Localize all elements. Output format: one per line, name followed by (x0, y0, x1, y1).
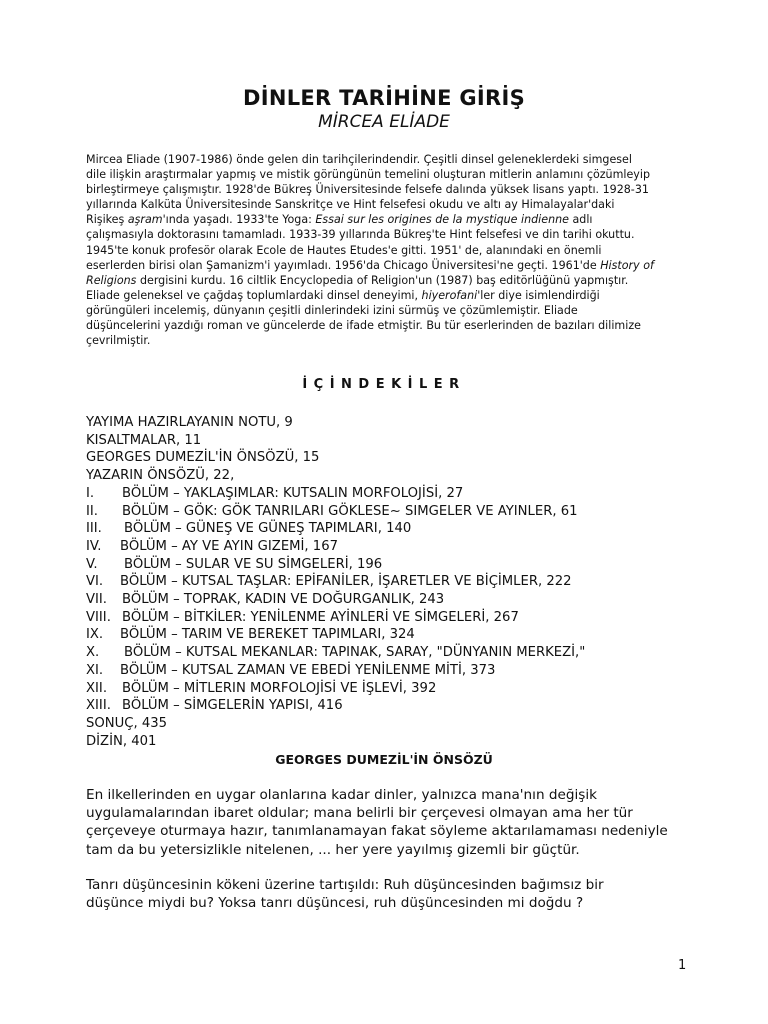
paragraph-line: düşünce miydi bu? Yoksa tanrı düşüncesi, ruh düşüncesinden mi doğdu ? (86, 895, 584, 912)
toc-entry (86, 449, 726, 467)
italic-term: aşram (127, 213, 163, 227)
toc-entry (86, 591, 726, 609)
toc-chapter-number: VI. (86, 574, 104, 590)
toc-chapter-number: XII. (86, 680, 108, 696)
toc-entry (86, 414, 726, 432)
toc-heading: İÇİNDEKİLER (302, 377, 466, 392)
toc-chapter-number: IV. (86, 538, 102, 554)
toc-entry (86, 538, 726, 556)
toc-entry (86, 556, 726, 574)
bio-line: düşüncelerini yazdığı roman ve güncelerde de ifade etmiştir. Bu tür eserlerinden de bazıları dilimize (86, 319, 641, 333)
toc-entry (86, 644, 726, 662)
toc-entry (86, 573, 726, 591)
toc-chapter-number: V. (86, 556, 98, 572)
bio-line: birleştirmeye çalışmıştır. 1928'de Bükreş Üniversitesinde felsefe dalında yüksek lisans yaptı. 1928-31 (86, 183, 649, 197)
toc-entry-text: SONUÇ, 435 (86, 715, 168, 731)
toc-entry-text: BÖLÜM – TOPRAK, KADIN VE DOĞURGANLIK, 243 (122, 592, 445, 608)
italic-journal-title: Religions (86, 273, 137, 287)
toc-entry-text: BÖLÜM – SULAR VE SU SİMGELERİ, 196 (124, 556, 383, 572)
toc-entry (86, 609, 726, 627)
toc-entry-text: BÖLÜM – AY VE AYIN GIZEMİ, 167 (120, 538, 338, 554)
bio-line: eserlerden birisi olan Şamanizm'i yayımladı. 1956'da Chicago Üniversitesi'ne geçti. 1961'de History of (86, 258, 654, 272)
paragraph-line: tam da bu yetersizlikle nitelenen, ... her yere yayılmış gizemli bir güçtür. (86, 841, 580, 858)
italic-book-title: Essai sur les origines de la mystique indienne (315, 213, 569, 227)
toc-chapter-number: XIII. (86, 698, 111, 714)
toc-chapter-number: I. (86, 485, 95, 501)
toc-entry (86, 467, 726, 485)
toc-entry-text: BÖLÜM – KUTSAL TAŞLAR: EPİFANİLER, İŞARETLER VE BİÇİMLER, 222 (120, 574, 572, 590)
toc-chapter-number: VII. (86, 592, 107, 608)
toc-entry-text: DİZİN, 401 (86, 733, 157, 749)
italic-journal-title: History of (600, 258, 654, 272)
bio-line: 1945'te konuk profesör olarak Ecole de Hautes Etudes'e gitti. 1951' de, alanındaki en önemli (86, 243, 602, 257)
toc-entry-text: BÖLÜM – KUTSAL ZAMAN VE EBEDİ YENİLENME MİTİ, 373 (120, 662, 496, 678)
toc-entry-text: BÖLÜM – KUTSAL MEKANLAR: TAPINAK, SARAY, "DÜNYANIN MERKEZİ," (124, 645, 586, 661)
toc-chapter-number: XI. (86, 662, 104, 678)
document-title: DİNLER TARİHİNE GİRİŞ (242, 86, 526, 110)
bio-line: Mircea Eliade (1907-1986) önde gelen din tarihçilerindendir. Çeşitli dinsel geleneklerdeki simgesel (86, 153, 632, 166)
toc-entry (86, 697, 726, 715)
toc-entry (86, 715, 726, 733)
toc-entry-text: BÖLÜM – MİTLERIN MORFOLOJİSİ VE İŞLEVİ, 392 (122, 680, 437, 696)
toc-entry-text: BÖLÜM – BİTKİLER: YENİLENME AYİNLERİ VE SİMGELERİ, 267 (122, 609, 519, 625)
toc-entry-text: BÖLÜM – GÖK: GÖK TANRILARI GÖKLESE~ SIMGELER VE AYINLER, 61 (122, 503, 578, 519)
toc-entry (86, 662, 726, 680)
bio-line: çevrilmiştir. (86, 334, 151, 348)
toc-entry-text: KISALTMALAR, 11 (86, 432, 202, 448)
paragraph-line: uygulamalarından ibaret oldular; mana belirli bir çerçevesi olmayan ama her tür (86, 805, 633, 822)
author-name: MİRCEA ELİADE (318, 112, 450, 132)
toc-entry (86, 520, 726, 538)
toc-entry-text: BÖLÜM – YAKLAŞIMLAR: KUTSALIN MORFOLOJİSİ, 27 (122, 485, 464, 501)
page-number: 1 (678, 958, 687, 973)
bio-line: Rişikeş aşram'ında yaşadı. 1933'te Yoga: Essai sur les origines de la mystique indienne adlı (86, 213, 593, 227)
toc-chapter-number: VIII. (86, 609, 111, 625)
toc-entry-text: YAYIMA HAZIRLAYANIN NOTU, 9 (86, 415, 293, 430)
toc-entry (86, 485, 726, 503)
body-paragraph (86, 876, 726, 912)
toc-chapter-number: III. (86, 521, 102, 537)
toc-chapter-number: II. (86, 503, 98, 519)
bio-line: yıllarında Kalküta Üniversitesinde Sanskritçe ve Hint felsefesi okudu ve altı ay Himalayalar'daki (86, 198, 615, 212)
toc-entry-text: BÖLÜM – SİMGELERİN YAPISI, 416 (122, 698, 343, 714)
bio-line: Religions dergisini kurdu. 16 ciltlik Encyclopedia of Religion'un (1987) baş editörlüğünü yapmıştır. (86, 273, 629, 287)
paragraph-line: çerçeveye oturmaya hazır, tanımlanamayan fakat söyleme aktarılamaması nedeniyle (86, 823, 668, 840)
toc-entry-text: BÖLÜM – TARIM VE BEREKET TAPIMLARI, 324 (120, 627, 415, 643)
bio-line: Eliade geleneksel ve çağdaş toplumlardaki dinsel deneyimi, hiyerofani'ler diye isimlendirdiği (86, 288, 600, 302)
bio-line: dile ilişkin araştırmalar yapmış ve mistik görüngünün temelini oluşturan mitlerin anlamını çözümleyip (86, 168, 650, 182)
toc-entry (86, 626, 726, 644)
bio-line: görüngüleri incelemiş, dünyanın çeşitli dinlerindeki izini sürmüş ve çözümlemiştir. Eliade (86, 303, 578, 317)
toc-entry-text: YAZARIN ÖNSÖZÜ, 22, (86, 468, 235, 484)
section-heading: GEORGES DUMEZİL'İN ÖNSÖZÜ (275, 752, 493, 767)
toc-entry (86, 432, 726, 450)
toc-chapter-number: X. (86, 645, 100, 661)
toc-entry-text: BÖLÜM – GÜNEŞ VE GÜNEŞ TAPIMLARI, 140 (124, 521, 412, 537)
table-of-contents (86, 414, 726, 750)
toc-chapter-number: IX. (86, 627, 104, 643)
toc-entry (86, 503, 726, 521)
paragraph-line: Tanrı düşüncesinin kökeni üzerine tartışıldı: Ruh düşüncesinden bağımsız bir (86, 877, 604, 893)
toc-entry-text: GEORGES DUMEZİL'İN ÖNSÖZÜ, 15 (86, 450, 320, 466)
author-biography (86, 152, 712, 348)
italic-term: hiyerofani (421, 288, 478, 302)
body-paragraph (86, 786, 726, 859)
toc-entry (86, 680, 726, 698)
bio-line: çalışmasıyla doktorasını tamamladı. 1933-39 yıllarında Bükreş'te Hint felsefesi ve din tarihi okuttu. (86, 228, 635, 242)
paragraph-line: En ilkellerinden en uygar olanlarına kadar dinler, yalnızca mana'nın değişik (86, 787, 598, 803)
toc-entry (86, 733, 726, 751)
